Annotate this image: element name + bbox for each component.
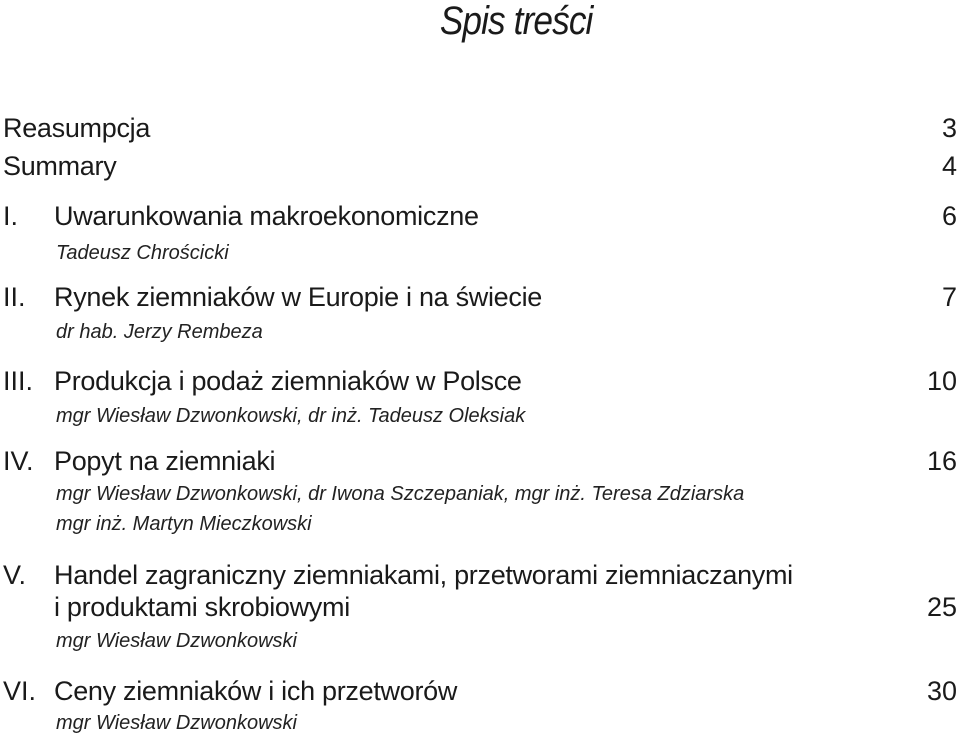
toc-entry-number: IV. <box>3 446 34 476</box>
toc-entry-title: Produkcja i podaż ziemniaków w Polsce <box>54 366 522 396</box>
toc-entry-page: 10 <box>926 366 957 396</box>
toc-entry-chapter-5[interactable] <box>0 558 960 592</box>
toc-entry-chapter-5-continued[interactable] <box>0 590 960 624</box>
toc-entry-author: mgr Wiesław Dzwonkowski, dr inż. Tadeusz Oleksiak <box>56 405 526 427</box>
toc-entry-title: Uwarunkowania makroekonomiczne <box>54 201 479 231</box>
toc-entry-author: mgr Wiesław Dzwonkowski <box>56 712 297 734</box>
toc-entry-title: Ceny ziemniaków i ich przetworów <box>54 676 458 706</box>
toc-entry-page: 6 <box>941 201 957 231</box>
toc-entry-page: 25 <box>926 592 957 622</box>
toc-entry-number: I. <box>3 201 19 231</box>
toc-entry-chapter-4[interactable] <box>0 444 960 478</box>
toc-entry-title: i produktami skrobiowymi <box>54 592 350 622</box>
toc-entry-author: dr hab. Jerzy Rembeza <box>56 321 263 343</box>
toc-entry-number: VI. <box>3 676 37 706</box>
toc-entry-title: Reasumpcja <box>3 113 151 143</box>
toc-entry-reasumpcja[interactable] <box>0 111 960 145</box>
toc-entry-number: III. <box>3 366 34 396</box>
toc-entry-page: 16 <box>926 446 957 476</box>
toc-entry-author: mgr inż. Martyn Mieczkowski <box>56 513 312 535</box>
toc-entry-author: Tadeusz Chrościcki <box>56 242 229 264</box>
toc-entry-number: V. <box>3 560 27 590</box>
toc-entry-author: mgr Wiesław Dzwonkowski, dr Iwona Szczepaniak, mgr inż. Teresa Zdziarska <box>56 483 745 505</box>
toc-entry-chapter-1[interactable] <box>0 199 960 233</box>
toc-entry-summary[interactable] <box>0 149 960 183</box>
toc-entry-chapter-2[interactable] <box>0 280 960 314</box>
toc-entry-page: 30 <box>926 676 957 706</box>
toc-entry-title: Rynek ziemniaków w Europie i na świecie <box>54 282 543 312</box>
toc-entry-title: Handel zagraniczny ziemniakami, przetworami ziemniaczanymi <box>54 560 793 590</box>
toc-entry-chapter-6[interactable] <box>0 674 960 708</box>
toc-entry-chapter-3[interactable] <box>0 364 960 398</box>
toc-entry-title: Popyt na ziemniaki <box>54 446 276 476</box>
page-title: Spis treści <box>439 0 592 43</box>
toc-entry-title: Summary <box>3 151 117 181</box>
toc-entry-page: 7 <box>941 282 957 312</box>
toc-entry-author: mgr Wiesław Dzwonkowski <box>56 630 297 652</box>
toc-entry-number: II. <box>3 282 26 312</box>
toc-entry-page: 4 <box>941 151 957 181</box>
toc-entry-page: 3 <box>941 113 957 143</box>
